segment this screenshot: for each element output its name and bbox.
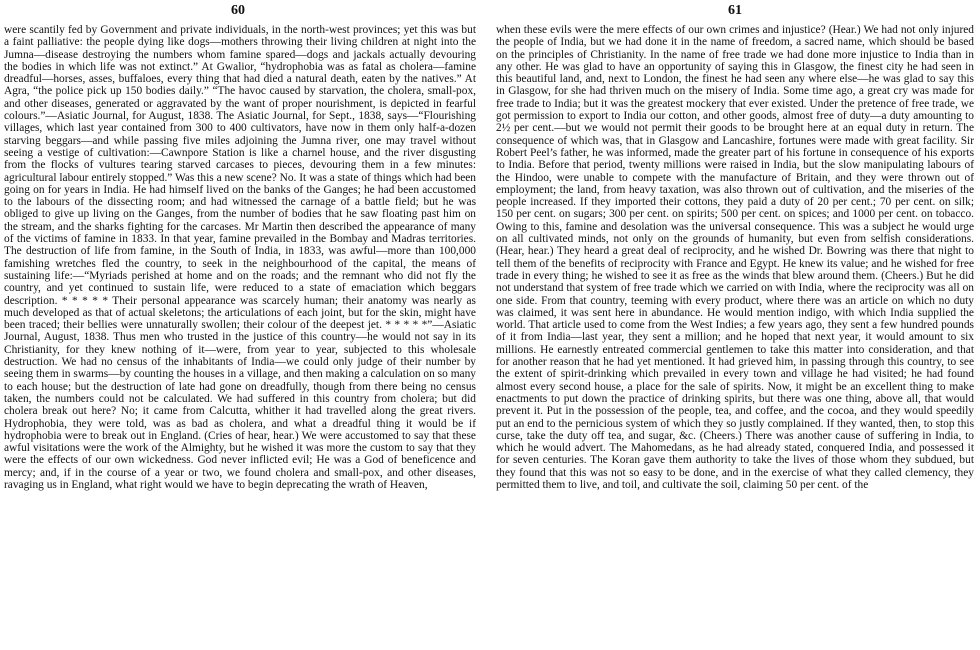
left-page	[0, 0, 476, 650]
left-page-text-column	[4, 24, 476, 491]
left-page-body-text: were scantily fed by Government and private individuals, in the north-west provinces; yet this was but a faint palliative: the people dying like dogs—mothers throwing their living children at night into the Jumna—disease destroying the numbers whom famine spared—dogs and jackals actually devouring the bodies in which life was not extinct.” At Gwalior, “hydrophobia was as fatal as cholera—famine dreadful—horses, asses, buffaloes, every thing that had died a natural death, eaten by the natives.” At Agra, “the police pick up 150 bodies daily.” “The havoc caused by starvation, the cholera, small-pox, and other diseases, generated or aggravated by the want of proper nourishment, is depicted in fearful colours.”—Asiatic Journal, for August, 1838. The Asiatic Journal, for Sept., 1838, says—“Flourishing villages, which last year contained from 300 to 400 cultivators, have now in them only half-a-dozen starving beggars—and while passing five miles adjoining the Jumna river, one may travel without seeing a vestige of cultivation:—Cawnpore Station is like a charnel house, and the river disgusting from the flocks of vultures tearing starved carcases to pieces, devouring them in a few minutes: agricultural labour entirely stopped.” Was this a new scene? No. It was a state of things which had been going on for years in India. He had himself lived on the banks of the Ganges; he had been accustomed to the labours of the dissecting room; and had witnessed the carnage of a battle field; but he was obliged to give up living on the Ganges, from the number of bodies that he saw floating past him on the stream, and the sharks fighting for the carcases. Mr Martin then described the appearance of many of the victims of famine in 1833. In that year, famine prevailed in the Bombay and Madras territories. The destruction of life from famine, in the South of India, in 1833, was awful—more than 100,000 famishing wretches fled the country, to seek in the neighbourhood of the capital, the means of sustaining life:—“Myriads perished at home and on the roads; and the remnant who did not fly the country, and yet continued to sustain life, were reduced to a state of emaciation which beggars description. * * * * * Their personal appearance was scarcely human; their anatomy was nearly as much developed as that of actual skeletons; the articulations of each joint, but for the skin, might have been traced; their bellies were unnaturally swollen; their colour of the deepest jet. * * * * *”—Asiatic Journal, August, 1838. Thus men who trusted in the justice of this country—he would not say in its Christianity, for they knew nothing of it—were, from year to year, subjected to this wholesale destruction. We had no census of the inhabitants of India—we could only judge of their number by seeing them in swarms—by counting the houses in a village, and then making a calculation on so many to each house; but the destruction of late had gone on dreadfully, though from there being no census taken, the numbers could not be calculated. We had suffered in this country from cholera; but did cholera break out here? No; it came from Calcutta, whither it had travelled along the great rivers. Hydrophobia, they were told, was as bad as cholera, and what a dreadful thing it would be if hydrophobia were to break out in England. (Cries of hear, hear.) We were accustomed to say that these awful visitations were the work of the Almighty, but he wished it was more the custom to say that they were the effects of our own wickedness. God never inflicted evil; He was a God of beneficence and mercy; and, if in the course of a year or two, we found cholera and small-pox, and other diseases, ravaging us in England, what right would we have to begin deprecating the wrath of Heaven,	[4, 24, 476, 491]
page-number-right: 61	[728, 3, 742, 18]
right-page-text-column	[496, 24, 974, 491]
right-page-body-text: when these evils were the mere effects of our own crimes and injustice? (Hear.) We had not only injured the people of India, but we had done it in the name of freedom, a sacred name, which should be based on the principles of Christianity. In the name of free trade we had done more injustice to India than in any other. He was glad to have an opportunity of saying this in Glasgow, the finest city he had seen in this beautiful land, and, next to London, the finest he had seen any where else—he was glad to say this in Glasgow, for she had thriven much on the misery of India. Some time ago, a great cry was made for free trade to India; but it was the greatest mockery that ever existed. Under the pretence of free trade, we got permission to export to India our cotton, and other goods, almost free of duty—a duty amounting to 2½ per cent.—but we would not permit their goods to be brought here at an equal duty in return. The consequence of which was, that in Glasgow and Lancashire, fortunes were made with great facility. Sir Robert Peel’s father, he was informed, made the greater part of his fortune in consequence of his exports to India. Before that period, twenty millions were raised in India, but the slow manipulating labours of the Hindoo, were unable to compete with the manufacture of Britain, and they were thrown out of employment; the land, from heavy taxation, was also thrown out of cultivation, and the miseries of the people increased. If they imported their cottons, they paid a duty of 20 per cent.; 70 per cent. on silk; 150 per cent. on sugars; 300 per cent. on spirits; 500 per cent. on spices; and 1000 per cent. on tobacco. Owing to this, famine and desolation was the universal consequence. This was a subject he would urge on all cultivated minds, not only on the grounds of humanity, but even from selfish considerations. (Hear, hear.) They heard a great deal of reciprocity, and he wished Dr. Bowring was there that night to tell them of the benefits of reciprocity with France and Egypt. He knew its value; and he wished for free trade in every thing; he wished to see it as free as the winds that blew around them. (Cheers.) But he did not understand that system of free trade which we carried on with India, where the reciprocity was all on one side. From that country, teeming with every product, where there was an article on which no duty was claimed, it was sent here in abundance. He would mention indigo, with which India supplied the world. That article used to come from the West Indies; a few years ago, they sent a few hundred pounds of it from India—last year, they sent a million; and he hoped that next year, it would amount to six millions. He earnestly entreated commercial gentlemen to take this matter into consideration, and that for another reason that he had yet mentioned. It had grieved him, in passing through this country, to see the extent of spirit-drinking which prevailed in every town and village he had visited; he had found almost every second house, a place for the sale of spirits. Now, it might be an excellent thing to make enactments to put down the practice of drinking spirits, but there was one thing, above all, that would prevent it. Put in the possession of the people, tea, and coffee, and the cocoa, and they would speedily put an end to the pernicious system of which they so justly complained. If they wanted, then, to stop this curse, take the duty off tea, and sugar, &c. (Cheers.) There was another cause of suffering in India, to which he would advert. The Mahomedans, as he had already stated, conquered India, and possessed it for seven centuries. The Koran gave them authority to take the lives of those whom they subdued, but they found that this was not so easy to be done, and in the exercise of what they called clemency, they permitted them to live, and toil, and cultivate the soil, claiming 50 per cent. of the	[496, 24, 974, 491]
right-page	[494, 0, 976, 650]
page-number-left: 60	[231, 3, 245, 18]
